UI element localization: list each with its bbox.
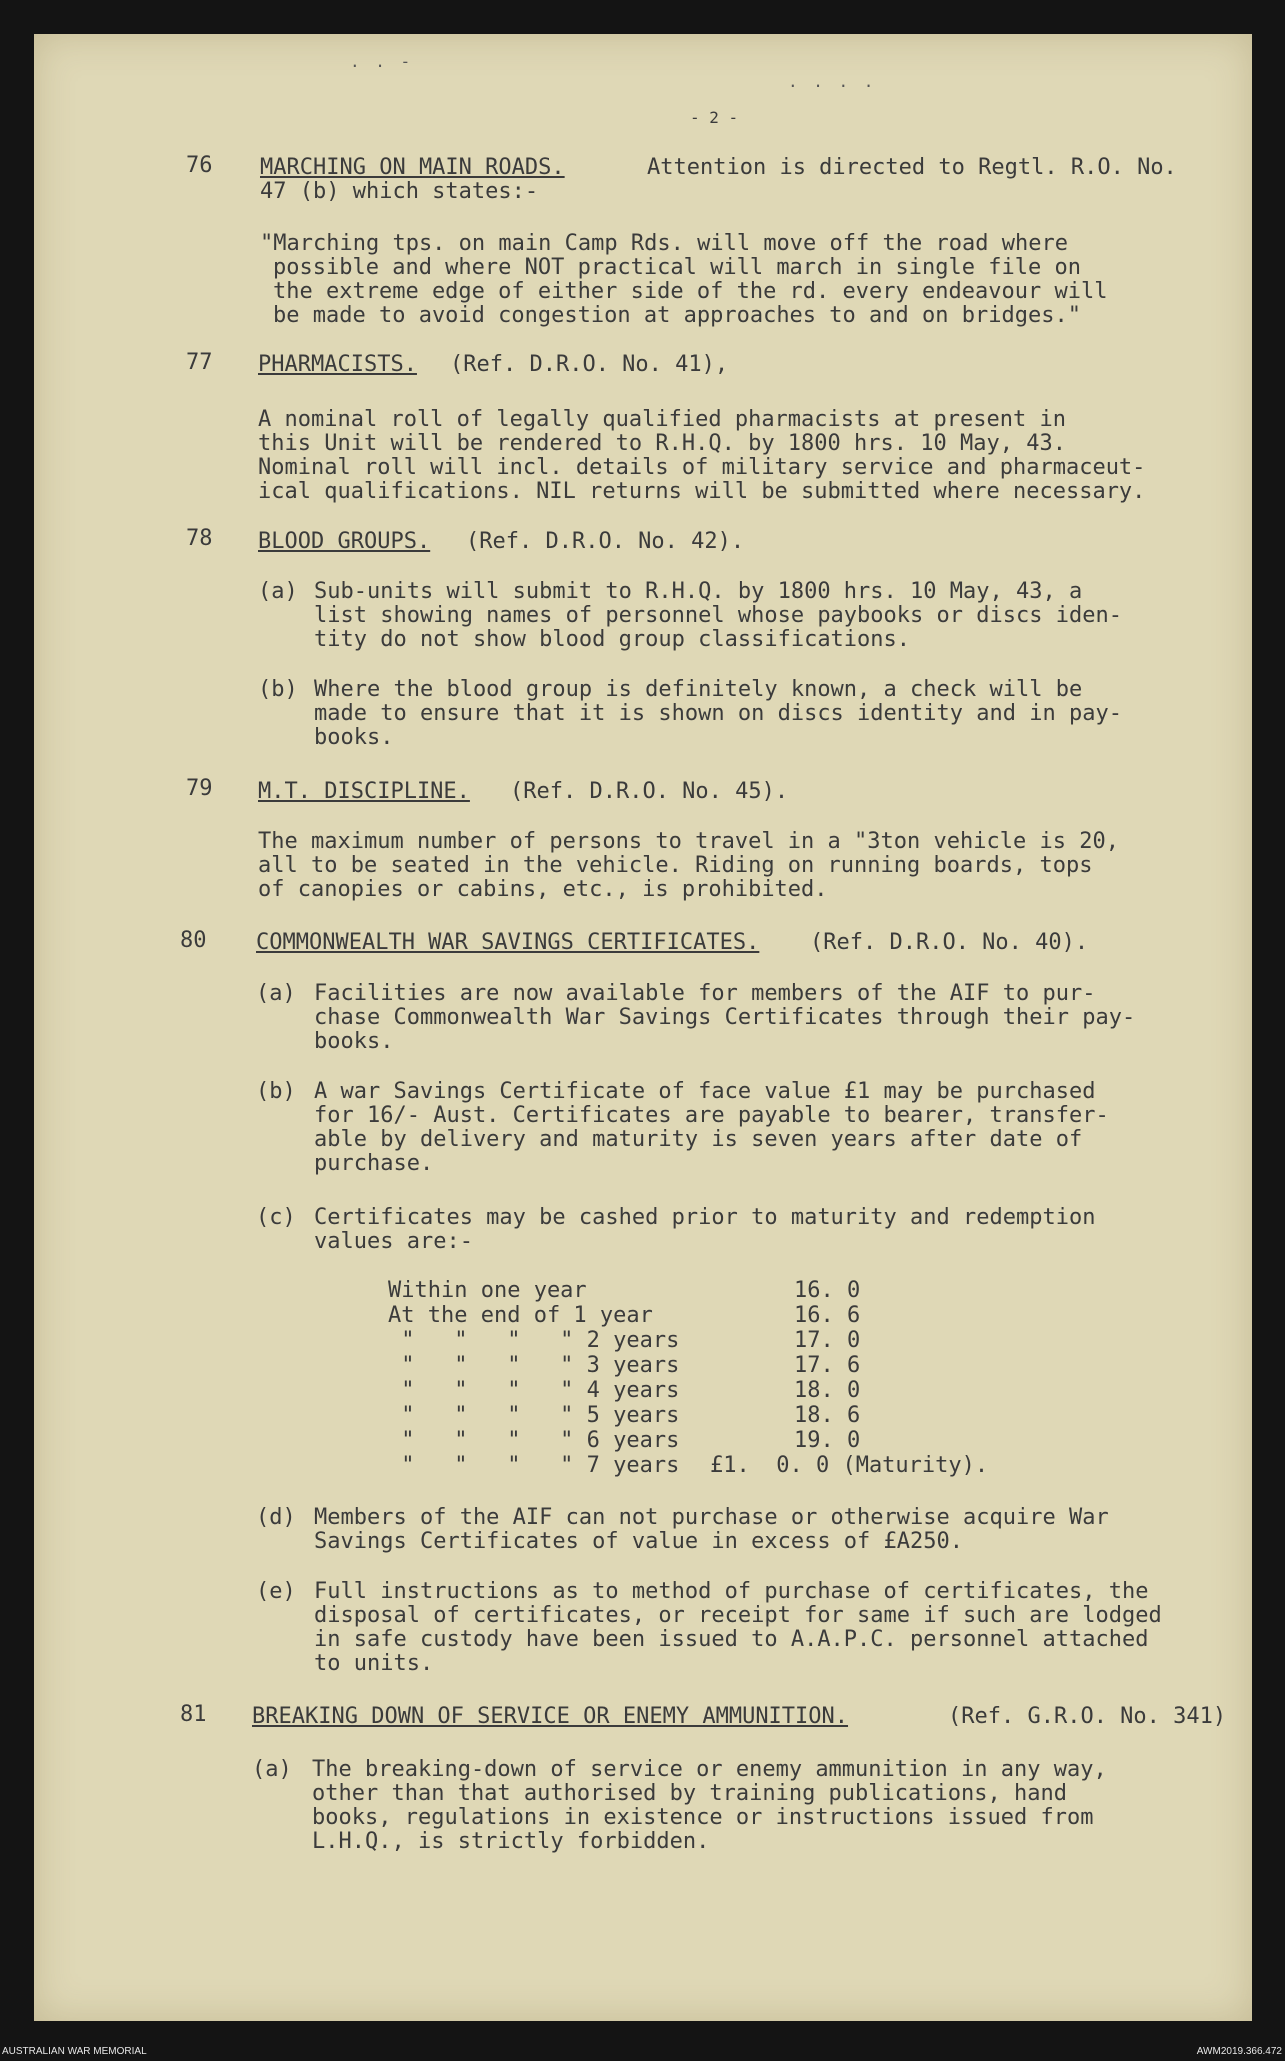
item-line: Facilities are now available for members of the AIF to pur- bbox=[314, 981, 1096, 1006]
redemption-period: At the end of 1 year bbox=[388, 1303, 653, 1328]
item-label: (a) bbox=[258, 579, 298, 604]
item-line: books, regulations in existence or instructions issued from bbox=[312, 1805, 1094, 1830]
section-title: M.T. DISCIPLINE. bbox=[258, 779, 470, 804]
item-line: tity do not show blood group classifications. bbox=[314, 627, 911, 652]
section-ref: (Ref. D.R.O. No. 41), bbox=[450, 352, 729, 377]
redemption-period: " " " " 7 years bbox=[388, 1453, 680, 1478]
quote-line: the extreme edge of either side of the rd. every endeavour will bbox=[273, 279, 1108, 304]
redemption-value: £1. 0. 0 (Maturity). bbox=[710, 1453, 989, 1478]
item-line: purchase. bbox=[314, 1151, 434, 1176]
quote-line: possible and where NOT practical will march in single file on bbox=[273, 255, 1081, 280]
redemption-value: 19. 0 bbox=[794, 1428, 861, 1453]
redemption-value: 18. 6 bbox=[794, 1403, 861, 1428]
section-number: 80 bbox=[180, 928, 207, 953]
item-label: (a) bbox=[256, 981, 296, 1006]
section-number: 77 bbox=[186, 350, 213, 375]
item-line: values are:- bbox=[314, 1229, 473, 1254]
item-line: chase Commonwealth War Savings Certificates through their pay- bbox=[314, 1005, 1136, 1030]
section-title: MARCHING ON MAIN ROADS. bbox=[260, 155, 565, 180]
redemption-value: 16. 6 bbox=[794, 1303, 861, 1328]
item-label: (b) bbox=[258, 677, 298, 702]
page-number-mark: - 2 - bbox=[690, 108, 739, 127]
section-ref: (Ref. D.R.O. No. 45). bbox=[510, 779, 789, 804]
item-line: for 16/- Aust. Certificates are payable to bearer, transfer- bbox=[314, 1103, 1109, 1128]
section-ref: (Ref. D.R.O. No. 42). bbox=[466, 529, 745, 554]
item-label: (c) bbox=[256, 1205, 296, 1230]
redemption-value: 17. 6 bbox=[794, 1353, 861, 1378]
item-line: in safe custody have been issued to A.A.P.C. personnel attached bbox=[314, 1627, 1149, 1652]
redemption-period: " " " " 2 years bbox=[388, 1328, 680, 1353]
item-line: L.H.Q., is strictly forbidden. bbox=[312, 1829, 710, 1854]
body-line: Nominal roll will incl. details of military service and pharmaceut- bbox=[258, 455, 1146, 480]
redemption-period: " " " " 6 years bbox=[388, 1428, 680, 1453]
body-line: A nominal roll of legally qualified pharmacists at present in bbox=[258, 407, 1066, 432]
item-line: Full instructions as to method of purchase of certificates, the bbox=[314, 1579, 1149, 1604]
item-line: A war Savings Certificate of face value £1 may be purchased bbox=[314, 1079, 1096, 1104]
redemption-period: " " " " 4 years bbox=[388, 1378, 680, 1403]
item-line: The breaking-down of service or enemy ammunition in any way, bbox=[312, 1757, 1107, 1782]
item-line: made to ensure that it is shown on discs identity and in pay- bbox=[314, 701, 1122, 726]
item-line: Savings Certificates of value in excess of £A250. bbox=[314, 1529, 964, 1554]
item-label: (d) bbox=[256, 1505, 296, 1530]
item-line: books. bbox=[314, 1029, 394, 1054]
section-number: 78 bbox=[186, 526, 213, 551]
stray-marks: . . - bbox=[350, 52, 414, 71]
item-line: other than that authorised by training publications, hand bbox=[312, 1781, 1067, 1806]
item-line: able by delivery and maturity is seven years after date of bbox=[314, 1127, 1083, 1152]
section-title: BLOOD GROUPS. bbox=[258, 529, 431, 554]
item-line: Members of the AIF can not purchase or otherwise acquire War bbox=[314, 1505, 1109, 1530]
item-line: books. bbox=[314, 725, 394, 750]
body-line: all to be seated in the vehicle. Riding on running boards, tops bbox=[258, 853, 1093, 878]
redemption-period: " " " " 5 years bbox=[388, 1403, 680, 1428]
quote-line: be made to avoid congestion at approaches to and on bridges." bbox=[273, 303, 1081, 328]
redemption-value: 16. 0 bbox=[794, 1278, 861, 1303]
item-label: (b) bbox=[256, 1079, 296, 1104]
body-line: of canopies or cabins, etc., is prohibited. bbox=[258, 877, 828, 902]
footer-reference: AWM2019.366.472 bbox=[1196, 2046, 1282, 2057]
section-number: 81 bbox=[180, 1702, 207, 1727]
section-intro: Attention is directed to Regtl. R.O. No. bbox=[647, 155, 1177, 180]
body-line: this Unit will be rendered to R.H.Q. by 1800 hrs. 10 May, 43. bbox=[258, 431, 1066, 456]
section-number: 79 bbox=[186, 776, 213, 801]
item-label: (a) bbox=[252, 1757, 292, 1782]
section-title: PHARMACISTS. bbox=[258, 352, 417, 377]
redemption-period: Within one year bbox=[388, 1278, 587, 1303]
quote-line: "Marching tps. on main Camp Rds. will move off the road where bbox=[260, 231, 1068, 256]
redemption-period: " " " " 3 years bbox=[388, 1353, 680, 1378]
section-intro: 47 (b) which states:- bbox=[260, 179, 539, 204]
stray-marks: . . . . bbox=[788, 72, 877, 91]
footer-credit: AUSTRALIAN WAR MEMORIAL bbox=[2, 2046, 147, 2057]
section-number: 76 bbox=[186, 153, 213, 178]
section-title: BREAKING DOWN OF SERVICE OR ENEMY AMMUNITION. bbox=[252, 1704, 849, 1729]
redemption-value: 17. 0 bbox=[794, 1328, 861, 1353]
section-ref: (Ref. D.R.O. No. 40). bbox=[810, 930, 1089, 955]
item-line: to units. bbox=[314, 1651, 434, 1676]
item-line: Where the blood group is definitely known, a check will be bbox=[314, 677, 1083, 702]
section-title: COMMONWEALTH WAR SAVINGS CERTIFICATES. bbox=[256, 930, 760, 955]
body-line: ical qualifications. NIL returns will be submitted where necessary. bbox=[258, 479, 1146, 504]
item-line: Sub-units will submit to R.H.Q. by 1800 hrs. 10 May, 43, a bbox=[314, 579, 1083, 604]
section-ref: (Ref. G.R.O. No. 341) bbox=[948, 1704, 1227, 1729]
body-line: The maximum number of persons to travel in a "3ton vehicle is 20, bbox=[258, 829, 1119, 854]
item-line: Certificates may be cashed prior to maturity and redemption bbox=[314, 1205, 1096, 1230]
item-line: disposal of certificates, or receipt for same if such are lodged bbox=[314, 1603, 1162, 1628]
item-label: (e) bbox=[256, 1579, 296, 1604]
item-line: list showing names of personnel whose paybooks or discs iden- bbox=[314, 603, 1122, 628]
redemption-value: 18. 0 bbox=[794, 1378, 861, 1403]
